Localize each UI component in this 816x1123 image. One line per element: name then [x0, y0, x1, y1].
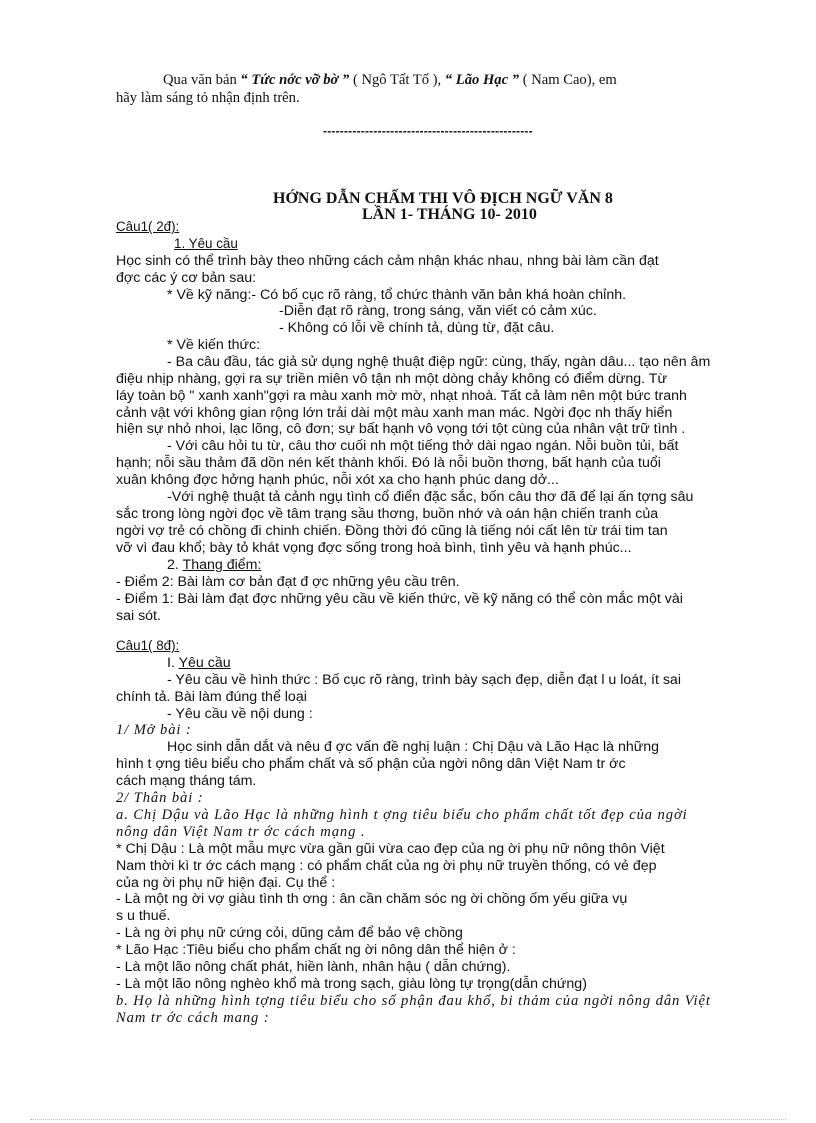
- author-2: ( Nam Cao), em: [522, 72, 617, 88]
- body-heading: 2/ Thân bài :: [116, 790, 204, 806]
- work-title-1: Tức nớc vỡ bờ: [251, 72, 339, 88]
- work-title-2: Lão Hạc: [455, 72, 509, 88]
- separator-line: --------------------------------------------------: [323, 124, 533, 138]
- lao-hac-heading: * Lão Hạc :Tiêu biểu cho phẩm chất ng ời nông dân thể hiện ở :: [116, 942, 516, 958]
- page-subtitle: LẦN 1- THÁNG 10- 2010: [362, 206, 537, 223]
- intro-heading: 1/ Mở bài :: [116, 722, 192, 738]
- page-title: HỚNG DẪN CHẤM THI VÔ ĐỊCH NGỮ VĂN 8: [273, 190, 613, 207]
- document-page: Qua văn bản “ Tức nớc vỡ bờ ” ( Ngô Tất Tố ), “ Lão Hạc ” ( Nam Cao), em hãy làm sáng tỏ nhận định trên. -------------------------------------------------- HỚNG DẪN CHẤM THI VÔ ĐỊCH NGỮ VĂN 8 LẦN 1- THÁNG 10- 2010 Câu1( 2đ): 1. Yêu cầu Học sinh có thể trình bày theo những cách cảm nhận khác nhau, nhng bài làm cần đạt đợc các ý cơ bản sau: * Về kỹ năng:- Có bố cục rõ ràng, tổ chức thành văn bản khá hoàn chỉnh. -Diễn đạt rõ ràng, trong sáng, văn viết có cảm xúc. - Không có lỗi về chính tả, dùng từ, đặt câu. * Về kiến thức: - Ba câu đầu, tác giả sử dụng nghệ thuật điệp ngữ: cùng, thấy, ngàn dâu... tạo nên âm điệu nhịp nhàng, gợi ra sự triền miên vô tận nh một dòng chảy không có điểm dừng. Từ láy toàn bộ " xanh xanh"gợi ra màu xanh mờ mờ, nhạt nhoà. Tất cả làm nên một bức tranh cảnh vật với không gian rộng lớn trải dài một màu xanh man mác. Ngời đọc nh thấy hiển hiện sự nhỏ nhoi, lạc lõng, cô đơn; sự bất hạnh vô vọng tới tột cùng của nhân vật trữ tình . - Với câu hỏi tu từ, câu thơ cuối nh một tiếng thở dài ngao ngán. Nỗi buồn tủi, bất hạnh; nỗi sầu thảm đã dồn nén kết thành khối. Đó là nỗi buồn thơng, bất hạnh của tuổi xuân không đợc hởng hạnh phúc, nỗi xót xa cho hạnh phúc dang dở... -Với nghệ thuật tả cảnh ngụ tình cổ điển đặc sắc, bốn câu thơ đã để lại ấn tợng sâu sắc trong lòng ngời đọc về tâm trạng sầu thơng, buồn nhớ và oán hận chiến tranh của ngời vợ trẻ có chồng đi chinh chiến. Đồng thời đó cũng là tiếng nói cất lên từ trái tim tan vỡ vì đau khổ; bày tỏ khát vọng đợc sống trong hoà bình, tình yêu và hạnh phúc... 2. Thang điểm: - Điểm 2: Bài làm cơ bản đạt đ ợc những yêu cầu trên. - Điểm 1: Bài làm đạt đợc những yêu cầu về kiến thức, về kỹ năng có thể còn mắc một vài sai sót. Câu1( 8đ): I. Yêu cầu - Yêu cầu về hình thức : Bố cục rõ ràng, trình bày sạch đẹp, diễn đạt l u loát, ít sai chính tả. Bài làm đúng thể loại - Yêu cầu về nội dung : 1/ Mở bài : Học sinh dẫn dắt và nêu đ ợc vấn đề nghị luận : Chị Dậu và Lão Hạc là những hình t ợng tiêu biểu cho phẩm chất và số phận của ngời nông dân Việt Nam tr ớc cách mạng tháng tám. 2/ Thân bài : a. Chị Dậu và Lão Hạc là những hình t ợng tiêu biểu cho phẩm chất tốt đẹp của ngời nông dân Việt Nam tr ớc cách mạng . * Chị Dậu : Là một mẫu mực vừa gần gũi vừa cao đẹp của ng ời phụ nữ nông thôn Việt Nam thời kì tr ớc cách mạng : có phẩm chất của ng ời phụ nữ truyền thống, có vẻ đẹp của ng ời phụ nữ hiện đại. Cụ thể : - Là một ng ời vợ giàu tình th ơng : ân cần chăm sóc ng ời chồng ốm yếu giữa vụ s u thuế. - Là ng ời phụ nữ cứng cỏi, dũng cảm để bảo vệ chồng * Lão Hạc :Tiêu biểu cho phẩm chất ng ời nông dân thể hiện ở : - Là một lão nông chất phát, hiền lành, nhân hậu ( dẫn chứng). - Là một lão nông nghèo khổ mà trong sạch, giàu lòng tự trọng(dẫn chứng) b. Họ là những hình tợng tiêu biểu cho số phận đau khổ, bi thảm của ngời nông dân Việt Nam tr ớc cách mang :: [0, 0, 816, 1123]
- question-intro: Qua văn bản: [163, 72, 237, 88]
- skills-line: * Về kỹ năng:- Có bố cục rõ ràng, tổ chức thành văn bản khá hoàn chỉnh.: [167, 287, 627, 303]
- question-line-2: hãy làm sáng tỏ nhận định trên.: [116, 90, 300, 106]
- section-label-cau1-2d: Câu1( 2đ):: [116, 219, 180, 234]
- chi-dau-heading: * Chị Dậu : Là một mẫu mực vừa gần gũi vừa cao đẹp của ng ời phụ nữ nông thôn Việt: [116, 841, 665, 857]
- section-label-cau1-8d: Câu1( 8đ):: [116, 638, 180, 653]
- knowledge-heading: * Về kiến thức:: [167, 337, 261, 353]
- requirements-heading-2: I. Yêu cầu: [167, 655, 231, 671]
- question-line-1: Qua văn bản “ Tức nớc vỡ bờ ” ( Ngô Tất Tố ), “ Lão Hạc ” ( Nam Cao), em: [163, 72, 617, 88]
- author-1: ( Ngô Tất Tố ),: [352, 72, 442, 88]
- page-bottom-rule: [30, 1119, 786, 1120]
- requirements-heading: 1. Yêu cầu: [174, 236, 238, 251]
- score-heading: 2. Thang điểm:: [167, 557, 262, 573]
